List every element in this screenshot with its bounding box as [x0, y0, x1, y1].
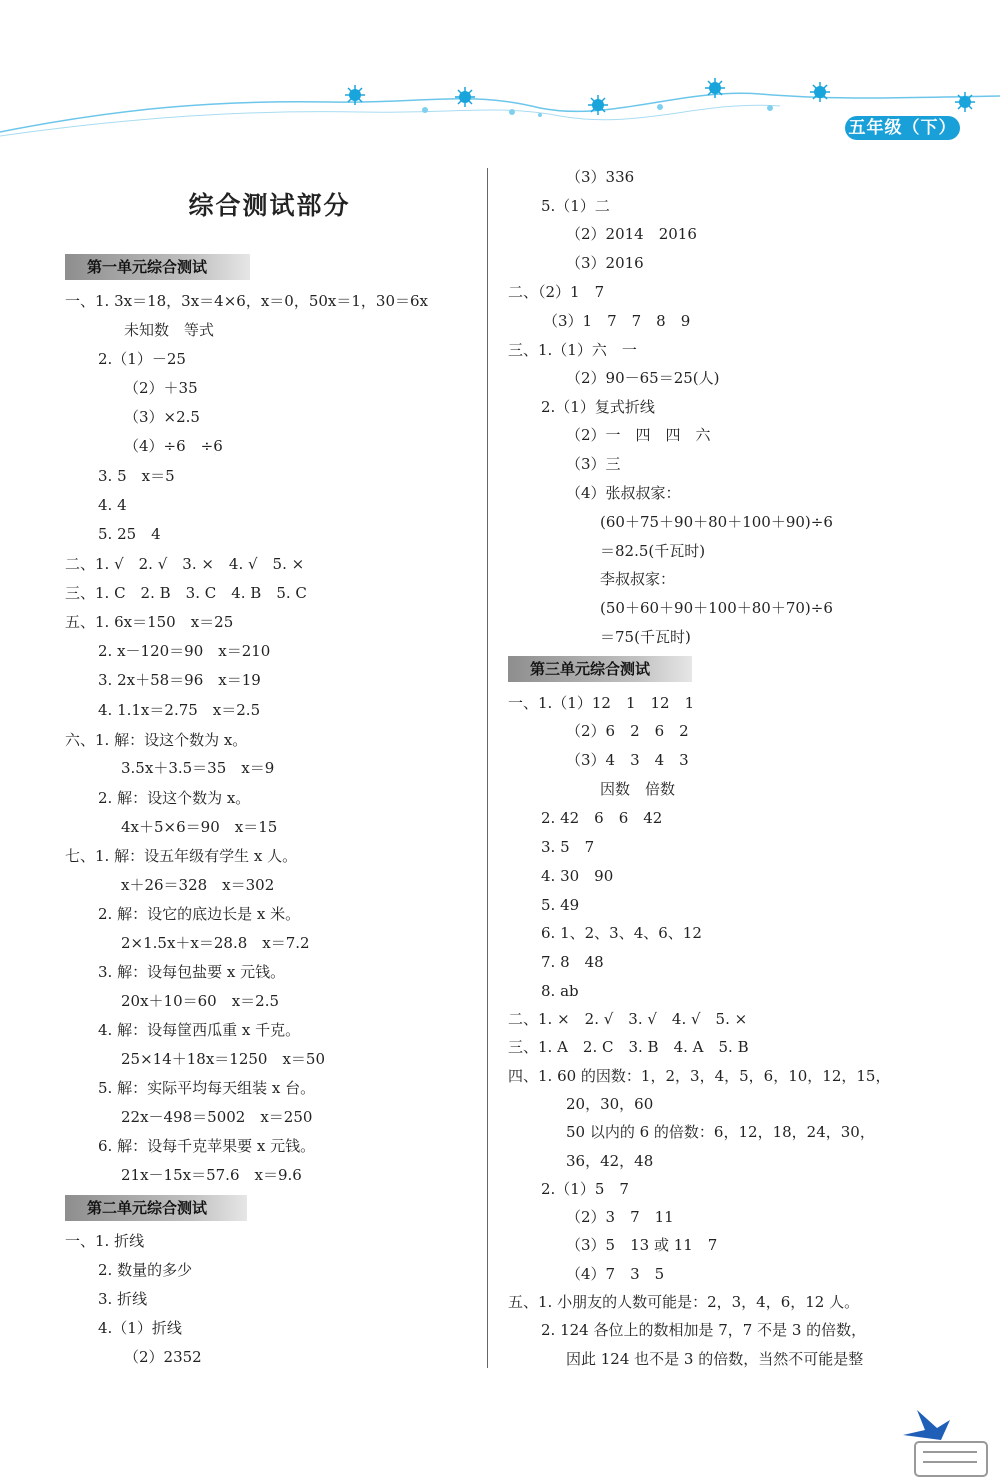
answer-line: (50＋60＋90＋100＋80＋70)÷6 [600, 599, 833, 617]
answer-line: 2. 42 6 6 42 [541, 809, 663, 827]
answer-line: 二、1. √ 2. √ 3. × 4. √ 5. × [65, 555, 305, 573]
answer-line: 2. 解：设它的底边长是 x 米。 [98, 905, 301, 923]
answer-line: （4）张叔叔家： [566, 484, 681, 502]
answer-line: 四、1. 60 的因数：1，2，3，4，5，6，10，12，15， [508, 1067, 891, 1085]
page-title: 综合测试部分 [188, 191, 351, 220]
answer-line: 李叔叔家： [600, 570, 676, 588]
answer-line: 六、1. 解：设这个数为 x。 [65, 731, 248, 749]
answer-line: 22x－498＝5002 x＝250 [121, 1108, 313, 1126]
answer-line: 一、1. 折线 [65, 1232, 145, 1250]
answer-line: 2.（1）5 7 [541, 1180, 629, 1198]
answer-line: （2）一 四 四 六 [566, 426, 711, 444]
answer-line: （3）1 7 7 8 9 [543, 312, 691, 330]
answer-line: 3. 2x＋58＝96 x＝19 [98, 671, 261, 689]
answer-line: 七、1. 解：设五年级有学生 x 人。 [65, 847, 298, 865]
answer-line: 3. 折线 [98, 1290, 148, 1308]
answer-line: 20，30，60 [566, 1095, 654, 1113]
answer-line: 2×1.5x＋x＝28.8 x＝7.2 [121, 934, 310, 952]
answer-line: 2. 数量的多少 [98, 1261, 193, 1279]
answer-line: 二、（2）1 7 [508, 283, 605, 301]
answer-line: 2.（1）－25 [98, 350, 186, 368]
answer-line: 因此 124 也不是 3 的倍数，当然不可能是整 [566, 1350, 864, 1368]
answer-line: 三、1.（1）六 一 [508, 341, 637, 359]
answer-line: ＝82.5(千瓦时) [600, 542, 706, 560]
answer-line: 4. 30 90 [541, 867, 614, 885]
answer-line: 6. 解：设每千克苹果要 x 元钱。 [98, 1137, 316, 1155]
grade-badge: 五年级（下） [845, 116, 960, 140]
answer-line: （2）＋35 [124, 379, 198, 397]
answer-line: 36，42，48 [566, 1152, 654, 1170]
answer-line: （4）÷6 ÷6 [124, 437, 223, 455]
answer-line: 4. 解：设每筐西瓜重 x 千克。 [98, 1021, 301, 1039]
answer-line: 一、1.（1）12 1 12 1 [508, 694, 695, 712]
answer-line: （3）×2.5 [124, 408, 200, 426]
answer-line: 4. 4 [98, 496, 127, 514]
watermark-logo [895, 1390, 995, 1480]
answer-line: 8. ab [541, 982, 579, 1000]
answer-line: 5. 25 4 [98, 525, 161, 543]
answer-line: 4x＋5×6＝90 x＝15 [121, 818, 278, 836]
answer-line: （2）90－65＝25(人) [566, 369, 720, 387]
answer-line: 3.5x＋3.5＝35 x＝9 [121, 759, 275, 777]
answer-line: （3）5 13 或 11 7 [566, 1236, 718, 1254]
answer-line: （2）2352 [124, 1348, 202, 1366]
answer-line: （3）2016 [566, 254, 644, 272]
answer-line: 3. 5 7 [541, 838, 595, 856]
answer-line: （3）三 [566, 455, 621, 473]
answer-line: 一、1. 3x＝18，3x＝4×6，x＝0，50x＝1，30＝6x [65, 292, 429, 310]
answer-line: 二、1. × 2. √ 3. √ 4. √ 5. × [508, 1010, 748, 1028]
answer-line: ＝75(千瓦时) [600, 628, 691, 646]
column-divider [487, 168, 488, 1368]
answer-line: 6. 1、2、3、4、6、12 [541, 924, 702, 942]
answer-line: 2. 124 各位上的数相加是 7，7 不是 3 的倍数， [541, 1321, 867, 1339]
answer-line: （4）7 3 5 [566, 1265, 665, 1283]
answer-line: （2）3 7 11 [566, 1208, 674, 1226]
answer-line: （2）6 2 6 2 [566, 722, 689, 740]
answer-line: （3）4 3 4 3 [566, 751, 689, 769]
answer-line: 5. 49 [541, 896, 580, 914]
answer-line: 7. 8 48 [541, 953, 604, 971]
answer-line: 五、1. 6x＝150 x＝25 [65, 613, 234, 631]
answer-line: 三、1. A 2. C 3. B 4. A 5. B [508, 1038, 749, 1056]
section-header-unit-3: 第三单元综合测试 [508, 656, 692, 682]
answer-line: 3. 解：设每包盐要 x 元钱。 [98, 963, 286, 981]
answer-line: 3. 5 x＝5 [98, 467, 175, 485]
header-decoration [0, 60, 1000, 170]
answer-line: 2. 解：设这个数为 x。 [98, 789, 251, 807]
answer-line: 5.（1）二 [541, 197, 610, 215]
answer-line: 因数 倍数 [600, 780, 676, 798]
answer-line: 25×14＋18x＝1250 x＝50 [121, 1050, 326, 1068]
answer-line: （2）2014 2016 [566, 225, 697, 243]
answer-line: 5. 解：实际平均每天组装 x 台。 [98, 1079, 316, 1097]
answer-line: 4. 1.1x＝2.75 x＝2.5 [98, 701, 261, 719]
answer-line: 20x＋10＝60 x＝2.5 [121, 992, 280, 1010]
answer-line: 2.（1）复式折线 [541, 398, 655, 416]
answer-line: 21x－15x＝57.6 x＝9.6 [121, 1166, 302, 1184]
answer-line: x＋26＝328 x＝302 [121, 876, 275, 894]
answer-line: 2. x－120＝90 x＝210 [98, 642, 271, 660]
section-header-unit-2: 第二单元综合测试 [65, 1195, 247, 1221]
section-header-unit-1: 第一单元综合测试 [65, 254, 250, 280]
answer-line: 50 以内的 6 的倍数：6，12，18，24，30， [566, 1123, 875, 1141]
answer-line: 4.（1）折线 [98, 1319, 182, 1337]
answer-line: (60＋75＋90＋80＋100＋90)÷6 [600, 513, 833, 531]
answer-line: 三、1. C 2. B 3. C 4. B 5. C [65, 584, 307, 602]
answer-line: （3）336 [566, 168, 635, 186]
answer-line: 未知数 等式 [124, 321, 215, 339]
answer-line: 五、1. 小朋友的人数可能是：2，3，4，6，12 人。 [508, 1293, 860, 1311]
